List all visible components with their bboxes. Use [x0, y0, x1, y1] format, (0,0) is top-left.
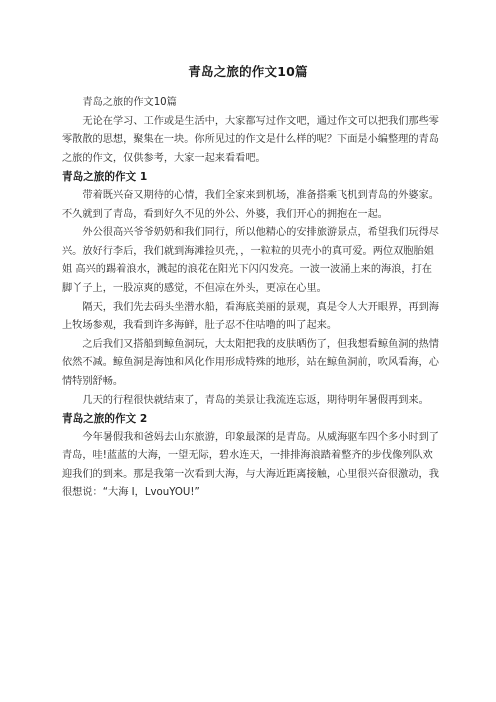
section-1-paragraph-4: 之后我们又搭船到鲸鱼洞玩，大太阳把我的皮肤晒伤了，但我想看鲸鱼洞的热情依然不减。鲸鱼洞是海蚀和风化作用形成特殊的地形，站在鲸鱼洞前，吹风看海，心情特别舒畅。: [62, 338, 439, 387]
section-1-paragraph-1: 带着既兴奋又期待的心情，我们全家来到机场，准备搭乘飞机到青岛的外婆家。不久就到了青岛，看到好久不见的外公、外婆，我们开心的拥抱在一起。: [62, 189, 439, 220]
intro-paragraph: 无论在学习、工作或是生活中，大家都写过作文吧，通过作文可以把我们那些零零散散的思想，聚集在一块。你所见过的作文是什么样的呢？下面是小编整理的青岛之旅的作文，仅供参考，大家一起来看看吧。: [62, 115, 439, 164]
section-heading-2: 青岛之旅的作文 2: [62, 413, 148, 426]
section-heading-1: 青岛之旅的作文 1: [62, 171, 148, 184]
document-title: 青岛之旅的作文10篇: [188, 64, 308, 79]
section-1-paragraph-5: 几天的行程很快就结束了，青岛的美景让我流连忘返，期待明年暑假再到来。: [82, 394, 429, 406]
section-1-paragraph-2: 外公很高兴爷爷奶奶和我们同行，所以他精心的安排旅游景点，希望我们玩得尽兴。放好行李后，我们就到海滩捡贝壳，，一粒粒的贝壳小的真可爱。两位双胞胎姐姐 高兴的踢着浪水，溅起的浪花在阳光下闪闪发亮。一波一波涌上来的海浪，打在脚丫子上，一股凉爽的感觉，不但凉在外头，更凉在心里。: [62, 227, 439, 294]
document-body: [62, 94, 442, 503]
document-subtitle: 青岛之旅的作文10篇: [82, 97, 177, 108]
section-2-paragraph-1: 今年暑假我和爸妈去山东旅游，印象最深的是青岛。从威海驱车四个多小时到了青岛，哇!蓝蓝的大海，一望无际，碧水连天，一排排海浪踏着整齐的步伐像列队欢迎我们的到来。那是我第一次看到大海，与大海近距离接触，心里很兴奋很激动，我很想说：“大海 I，LvouYOU!”: [62, 431, 439, 499]
section-1-paragraph-3: 隔天，我们先去码头坐潜水船，看海底美丽的景观，真是令人大开眼界，再到海上牧场参观，我看到许多海鲜，肚子忍不住咕噜的叫了起来。: [62, 301, 439, 332]
